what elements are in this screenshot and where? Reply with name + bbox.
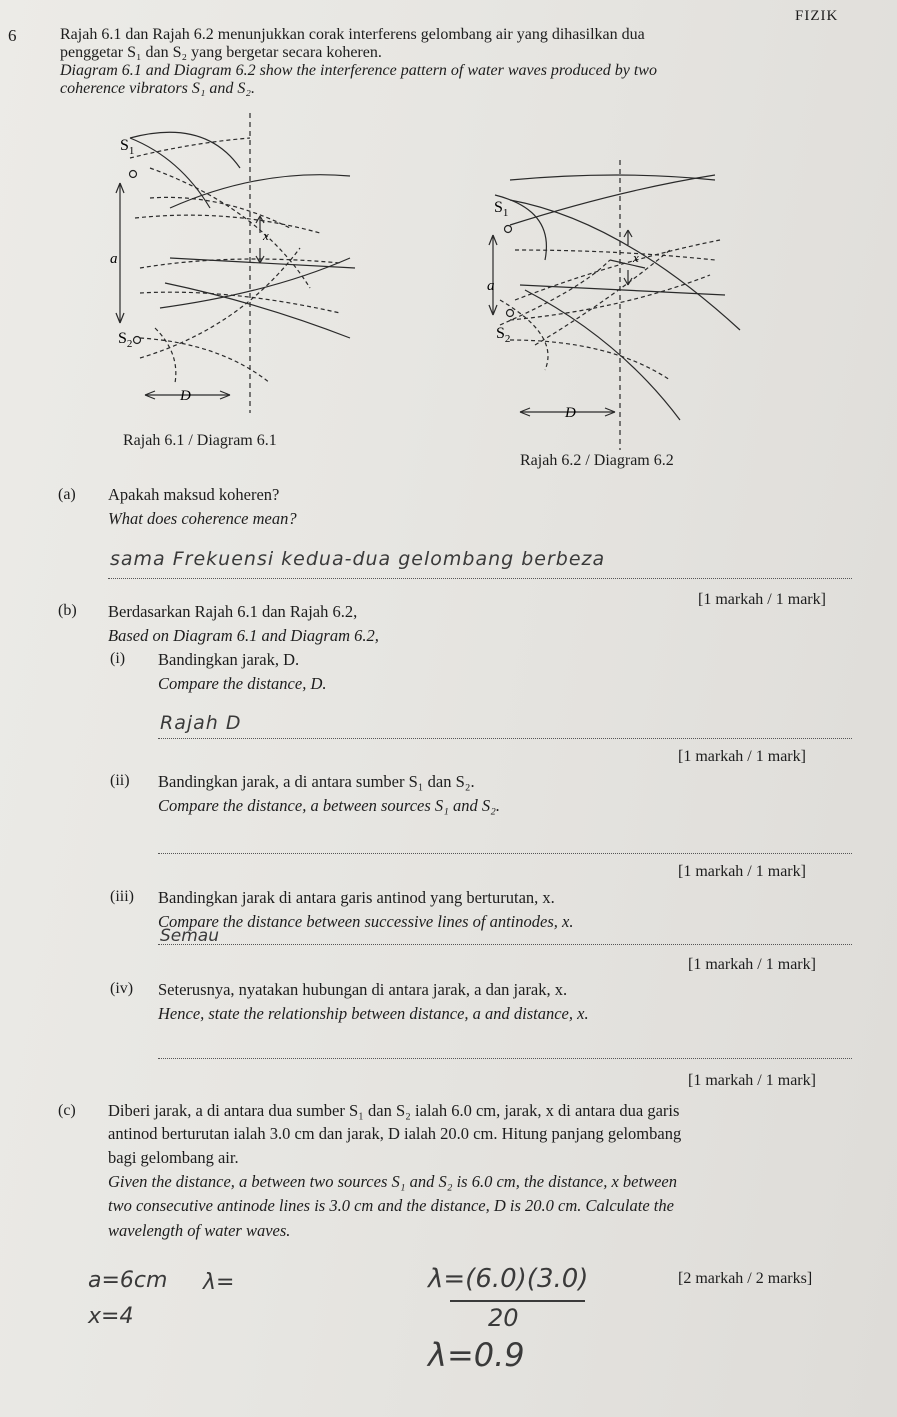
part-a-question-ms: Apakah maksud koheren?	[108, 485, 280, 504]
caption-diagram-6-2: Rajah 6.2 / Diagram 6.2	[520, 452, 674, 469]
part-b-iii-label: (iii)	[110, 888, 134, 905]
label-a: a	[110, 251, 118, 267]
mark-b-ii: [1 markah / 1 mark]	[678, 863, 806, 880]
handwritten-answer-b-i: Rajah D	[160, 712, 242, 734]
part-b-iii-question-ms: Bandingkan jarak di antara garis antinod yang berturutan, x.	[158, 888, 555, 907]
intro-en-line-1: Diagram 6.1 and Diagram 6.2 show the interference pattern of water waves produced by two	[60, 62, 657, 79]
part-a-question-en: What does coherence mean?	[108, 509, 297, 528]
fraction-bar	[450, 1300, 585, 1302]
handwritten-lambda-start: λ=	[203, 1270, 235, 1295]
mark-c: [2 markah / 2 marks]	[678, 1270, 813, 1287]
part-b-ii-question-ms: Bandingkan jarak, a di antara sumber S₁ dan S₂.	[158, 772, 475, 791]
interference-diagram-6-2	[470, 150, 770, 450]
part-b-intro-ms: Berdasarkan Rajah 6.1 dan Rajah 6.2,	[108, 602, 358, 621]
part-c-ms-line-1: Diberi jarak, a di antara dua sumber S₁ dan S₂ ialah 6.0 cm, jarak, x di antara dua garis	[108, 1101, 680, 1120]
handwritten-formula-denominator: 20	[488, 1304, 519, 1332]
handwritten-given-a: a=6cm	[88, 1268, 168, 1293]
part-a-label: (a)	[58, 486, 76, 503]
label-d: D	[180, 388, 191, 404]
part-b-i-label: (i)	[110, 650, 126, 667]
part-b-iii-question-en: Compare the distance between successive lines of antinodes, x.	[158, 912, 574, 931]
label-x: x	[633, 250, 639, 265]
label-s2: $S_2$	[496, 325, 511, 345]
part-b-i-question-en: Compare the distance, D.	[158, 674, 327, 693]
mark-b-i: [1 markah / 1 mark]	[678, 748, 806, 765]
part-b-label: (b)	[58, 602, 77, 619]
intro-ms-line-1: Rajah 6.1 dan Rajah 6.2 menunjukkan corak interferens gelombang air yang dihasilkan dua	[60, 26, 645, 43]
part-b-iv-label: (iv)	[110, 980, 134, 997]
caption-diagram-6-1: Rajah 6.1 / Diagram 6.1	[123, 432, 277, 449]
label-a: a	[487, 278, 495, 294]
intro-en-line-2: coherence vibrators S₁ and S₂.	[60, 80, 255, 97]
handwritten-result: λ=0.9	[428, 1336, 525, 1374]
part-b-iv-question-ms: Seterusnya, nyatakan hubungan di antara jarak, a dan jarak, x.	[158, 980, 568, 999]
handwritten-formula-numerator: λ=(6.0)(3.0)	[428, 1264, 589, 1294]
part-b-ii-label: (ii)	[110, 772, 130, 789]
answer-line-a	[108, 578, 852, 579]
handwritten-answer-b-iii: Semau	[160, 926, 220, 946]
mark-b-iv: [1 markah / 1 mark]	[688, 1072, 816, 1089]
part-c-label: (c)	[58, 1102, 76, 1119]
interference-diagram-6-1	[100, 98, 370, 420]
handwritten-answer-a: sama Frekuensi kedua-dua gelombang berbeza	[110, 548, 606, 570]
answer-line-b-iii	[158, 944, 852, 945]
label-s1: $S_1$	[120, 137, 135, 157]
mark-b-iii: [1 markah / 1 mark]	[688, 956, 816, 973]
label-s2: $S_2$	[118, 330, 133, 350]
mark-a: [1 markah / 1 mark]	[698, 591, 826, 608]
part-c-en-line-1: Given the distance, a between two sources S₁ and S₂ is 6.0 cm, the distance, x between	[108, 1172, 677, 1191]
answer-line-b-i	[158, 738, 852, 739]
handwritten-given-x: x=4	[88, 1304, 134, 1329]
intro-ms-line-2: penggetar S₁ dan S₂ yang bergetar secara koheren.	[60, 44, 382, 61]
part-b-i-question-ms: Bandingkan jarak, D.	[158, 650, 300, 669]
part-c-en-line-3: wavelength of water waves.	[108, 1221, 291, 1240]
part-b-ii-question-en: Compare the distance, a between sources S₁ and S₂.	[158, 796, 501, 815]
label-x: x	[263, 228, 269, 243]
answer-line-b-ii	[158, 853, 852, 854]
question-number: 6	[8, 26, 17, 45]
label-d: D	[565, 405, 576, 421]
part-c-en-line-2: two consecutive antinode lines is 3.0 cm and the distance, D is 20.0 cm. Calculate the	[108, 1196, 674, 1215]
subject-header: FIZIK	[795, 8, 839, 24]
answer-line-b-iv	[158, 1058, 852, 1059]
label-s1: $S_1$	[494, 199, 509, 219]
part-b-iv-question-en: Hence, state the relationship between distance, a and distance, x.	[158, 1004, 589, 1023]
part-c-ms-line-3: bagi gelombang air.	[108, 1148, 239, 1167]
part-b-intro-en: Based on Diagram 6.1 and Diagram 6.2,	[108, 626, 379, 645]
part-c-ms-line-2: antinod berturutan ialah 3.0 cm dan jarak, D ialah 20.0 cm. Hitung panjang gelombang	[108, 1124, 682, 1143]
